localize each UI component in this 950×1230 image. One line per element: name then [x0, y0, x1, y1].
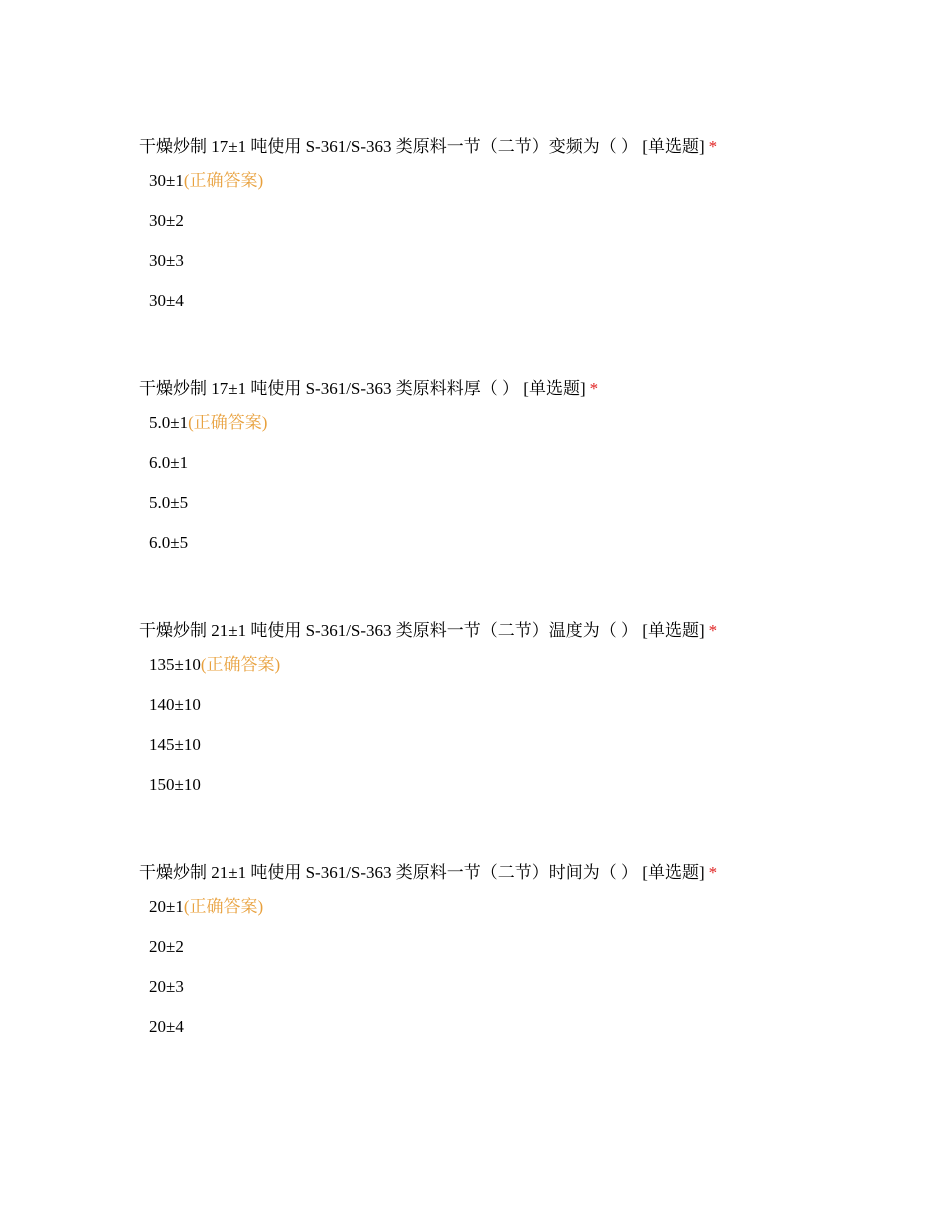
option-list [139, 895, 899, 1039]
option-item [149, 935, 899, 959]
option-item [149, 491, 899, 515]
option-text: 30±3 [149, 251, 184, 270]
option-item [149, 1015, 899, 1039]
required-mark: * [589, 379, 599, 398]
option-text: 20±2 [149, 937, 184, 956]
option-item [149, 773, 899, 797]
option-text: 20±3 [149, 977, 184, 996]
question-title-text: 干燥炒制 21±1 吨使用 S-361/S-363 类原料一节（二节）时间为（ ） [单选题] [139, 863, 705, 882]
option-text: 30±1 [149, 171, 184, 190]
option-text: 30±4 [149, 291, 184, 310]
option-text: 150±10 [149, 775, 201, 794]
option-list [139, 169, 899, 313]
option-item [149, 733, 899, 757]
question-title [139, 135, 899, 159]
question-3 [139, 619, 899, 813]
question-1 [139, 135, 899, 329]
correct-answer-note: (正确答案) [188, 413, 268, 432]
option-text: 140±10 [149, 695, 201, 714]
option-item [149, 653, 899, 677]
question-title [139, 861, 899, 885]
option-item [149, 249, 899, 273]
required-mark: * [708, 621, 718, 640]
option-item [149, 289, 899, 313]
question-title-text: 干燥炒制 17±1 吨使用 S-361/S-363 类原料一节（二节）变频为（ ） [单选题] [139, 137, 705, 156]
option-item [149, 169, 899, 193]
required-mark: * [708, 863, 718, 882]
question-title [139, 619, 899, 643]
option-item [149, 693, 899, 717]
option-item [149, 411, 899, 435]
option-text: 20±4 [149, 1017, 184, 1036]
option-text: 5.0±5 [149, 493, 189, 512]
question-title [139, 377, 899, 401]
option-text: 6.0±5 [149, 533, 189, 552]
option-list [139, 653, 899, 797]
option-text: 5.0±1 [149, 413, 189, 432]
option-item [149, 209, 899, 233]
correct-answer-note: (正确答案) [183, 897, 264, 916]
option-text: 135±10 [149, 655, 201, 674]
question-title-text: 干燥炒制 21±1 吨使用 S-361/S-363 类原料一节（二节）温度为（ ） [单选题] [139, 621, 705, 640]
option-text: 30±2 [149, 211, 184, 230]
required-mark: * [708, 137, 718, 156]
option-item [149, 975, 899, 999]
question-2 [139, 377, 899, 571]
correct-answer-note: (正确答案) [200, 655, 281, 674]
question-4 [139, 861, 899, 1055]
option-item [149, 895, 899, 919]
question-title-text: 干燥炒制 17±1 吨使用 S-361/S-363 类原料料厚（ ） [单选题] [139, 379, 586, 398]
option-text: 20±1 [149, 897, 184, 916]
option-item [149, 451, 899, 475]
correct-answer-note: (正确答案) [183, 171, 264, 190]
option-text: 145±10 [149, 735, 201, 754]
option-list [139, 411, 899, 555]
option-text: 6.0±1 [149, 453, 189, 472]
option-item [149, 531, 899, 555]
